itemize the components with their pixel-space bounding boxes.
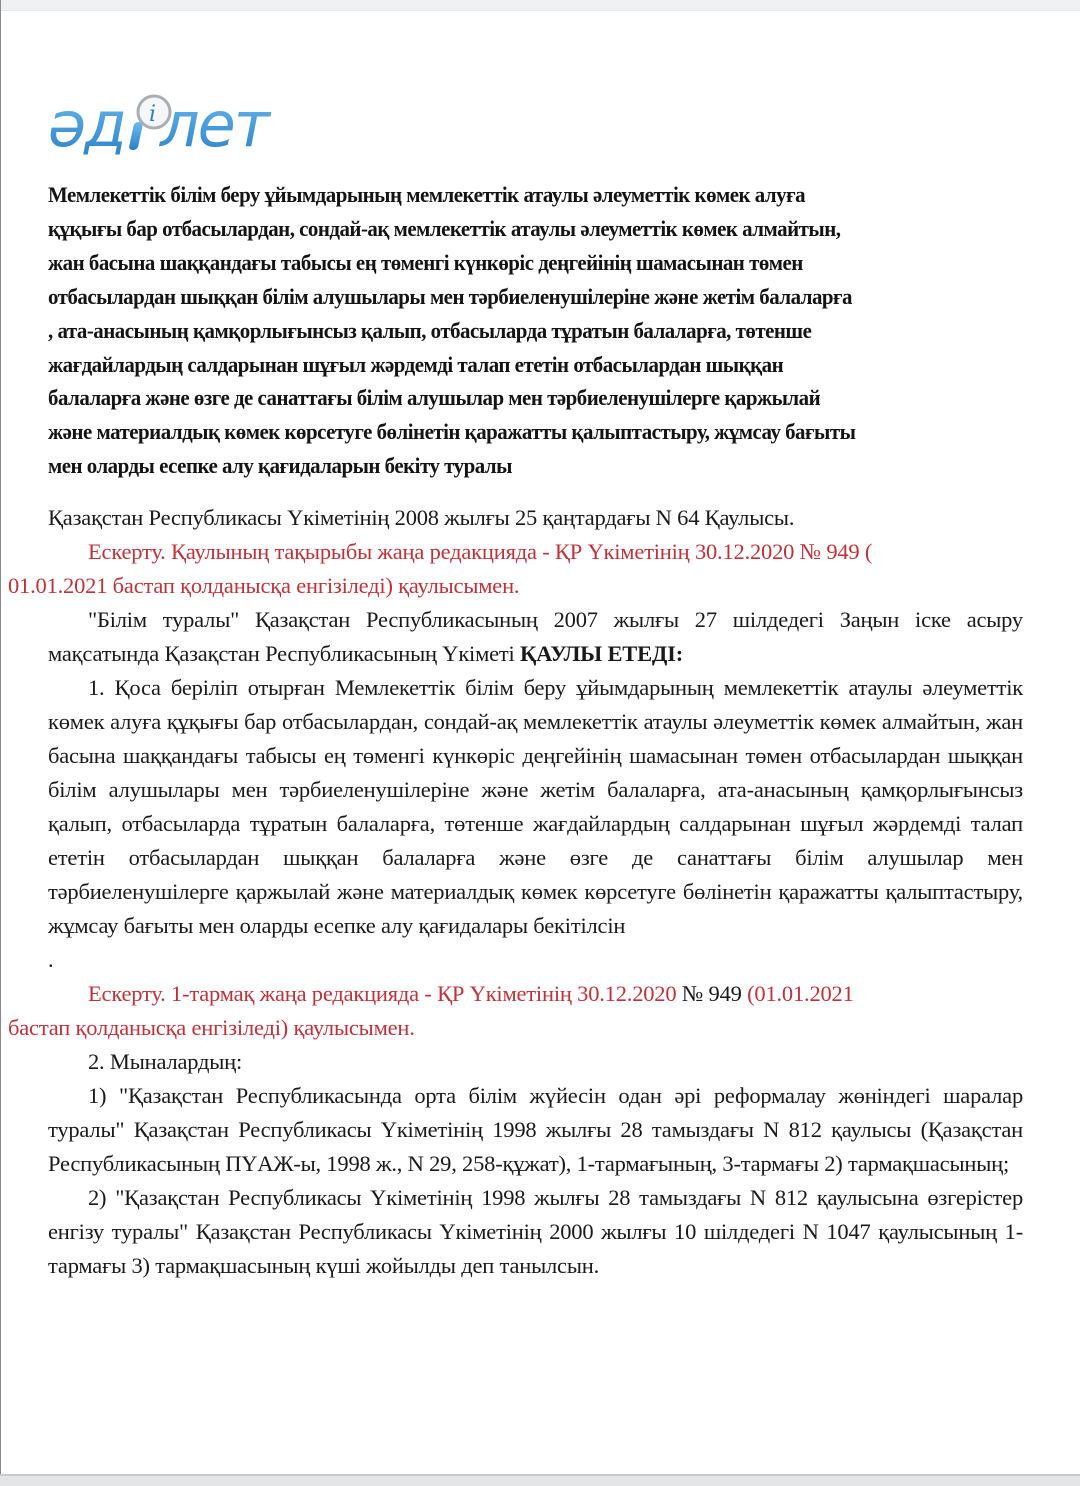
item-2: 2. Мыналардың: — [88, 1049, 243, 1074]
note2-number: № 949 — [681, 981, 742, 1006]
note2-text: Ескерту. 1-тармақ жаңа редакцияда - ҚР Үкіметінің 30.12.2020 — [88, 981, 682, 1006]
editorial-note-2 — [8, 977, 1023, 1045]
document-title — [48, 178, 1038, 483]
adilet-logo-graphic — [48, 86, 288, 156]
title-line: құқығы бар отбасылардан, сондай-ақ мемлекеттік атаулы әлеуметтік көмек алмайтын, — [48, 215, 841, 241]
note1-text-cont: 01.01.2021 бастап қолданысқа енгізіледі) қаулысымен. — [8, 573, 520, 598]
item-2-1: 1) "Қазақстан Республикасында орта білім жүйесін одан әрі реформалау жөніндегі шаралар туралы" Қазақстан Республикасы Үкіметінің 1998 жылғы 28 тамыздағы N 812 қаулысы (Қазақстан Республикасының ПҮАЖ-ы, 1998 ж., N 29, 258-құжат), 1-тармағының, 3-тармағы 2) тармақшасының; — [48, 1083, 1023, 1176]
svg-text:i: i — [149, 102, 157, 127]
item-1: 1. Қоса беріліп отырған Мемлекеттік білім беру ұйымдарының мемлекеттік атаулы әлеуметтік көмек алуға құқығы бар отбасылардан, сондай-ақ мемлекеттік атаулы әлеуметтік көмек алмайтын, жан басына шаққандағы табысы ең төменгі күнкөріс деңгейінің шамасынан төмен отбасылардан шыққан білім алушылары мен тәрбиеленушілеріне және жетім балаларға, ата-анасының қамқорлығынсыз қалып, отбасыларда тұратын балаларға, төтенше жағдайлардың салдарынан шұғыл жәрдемді талап ететін отбасылардан шыққан балаларға және өзге де санаттағы білім алушылар мен тәрбиеленушілерге қаржылай және материалдық көмек көрсетуге бөлінетін қаражатты қалыптастыру, жұмсау бағыты мен оларды есепке алу қағидалары бекітілсін — [48, 675, 1023, 938]
document-body — [8, 501, 1023, 1283]
preamble-decree: ҚАУЛЫ ЕТЕДІ: — [520, 641, 684, 666]
item-1-end: . — [48, 947, 54, 972]
preamble — [48, 603, 1023, 671]
title-line: мен оларды есепке алу қағидаларын бекіту туралы — [48, 453, 512, 479]
title-line: және материалдық көмек көрсетуге бөлінетін қаражатты қалыптастыру, жұмсау бағыты — [48, 419, 856, 445]
title-line: жағдайлардың салдарынан шұғыл жәрдемді талап ететін отбасылардан шыққан — [48, 351, 784, 377]
top-bar — [0, 0, 1080, 11]
bottom-bar — [0, 1474, 1080, 1486]
title-line: жан басына шаққандағы табысы ең төменгі күнкөріс деңгейінің шамасынан төмен — [48, 249, 803, 275]
svg-text:лет: лет — [160, 88, 268, 156]
note2-text-cont: бастап қолданысқа енгізіледі) қаулысымен. — [8, 1015, 415, 1040]
title-line: Мемлекеттік білім беру ұйымдарының мемлекеттік атаулы әлеуметтік көмек алуға — [48, 182, 806, 207]
item-2-2: 2) "Қазақстан Республикасы Үкіметінің 1998 жылғы 28 тамыздағы N 812 қаулысына өзгерістер енгізу туралы" Қазақстан Республикасы Үкіметінің 2000 жылғы 10 шілдедегі N 1047 қаулысының 1-тармағы 3) тармақшасының күші жойылды деп танылсын. — [48, 1185, 1023, 1278]
title-line: балаларға және өзге де санаттағы білім алушылар мен тәрбиеленушілерге қаржылай — [48, 385, 821, 411]
page-left-edge — [0, 0, 1, 1484]
adilet-logo — [48, 86, 288, 156]
resolution-line: Қазақстан Республикасы Үкіметінің 2008 жылғы 25 қаңтардағы N 64 Қаулысы. — [48, 505, 795, 530]
note2-date: (01.01.2021 — [741, 981, 854, 1006]
title-line: отбасылардан шыққан білім алушылары мен тәрбиеленушілеріне және жетім балаларға — [48, 283, 852, 309]
note1-text: Ескерту. Қаулының тақырыбы жаңа редакцияда - ҚР Үкіметінің 30.12.2020 № 949 ( — [88, 539, 873, 564]
editorial-note-1 — [8, 535, 1023, 603]
title-line: , ата-анасының қамқорлығынсыз қалып, отбасыларда тұратын балаларға, төтенше — [48, 317, 812, 343]
preamble-text: "Білім туралы" Қазақстан Республикасының 2007 жылғы 27 шілдедегі Заңын іске асыру мақсатында Қазақстан Республикасының Үкіметі — [48, 607, 1023, 666]
svg-text:әд: әд — [48, 88, 126, 156]
